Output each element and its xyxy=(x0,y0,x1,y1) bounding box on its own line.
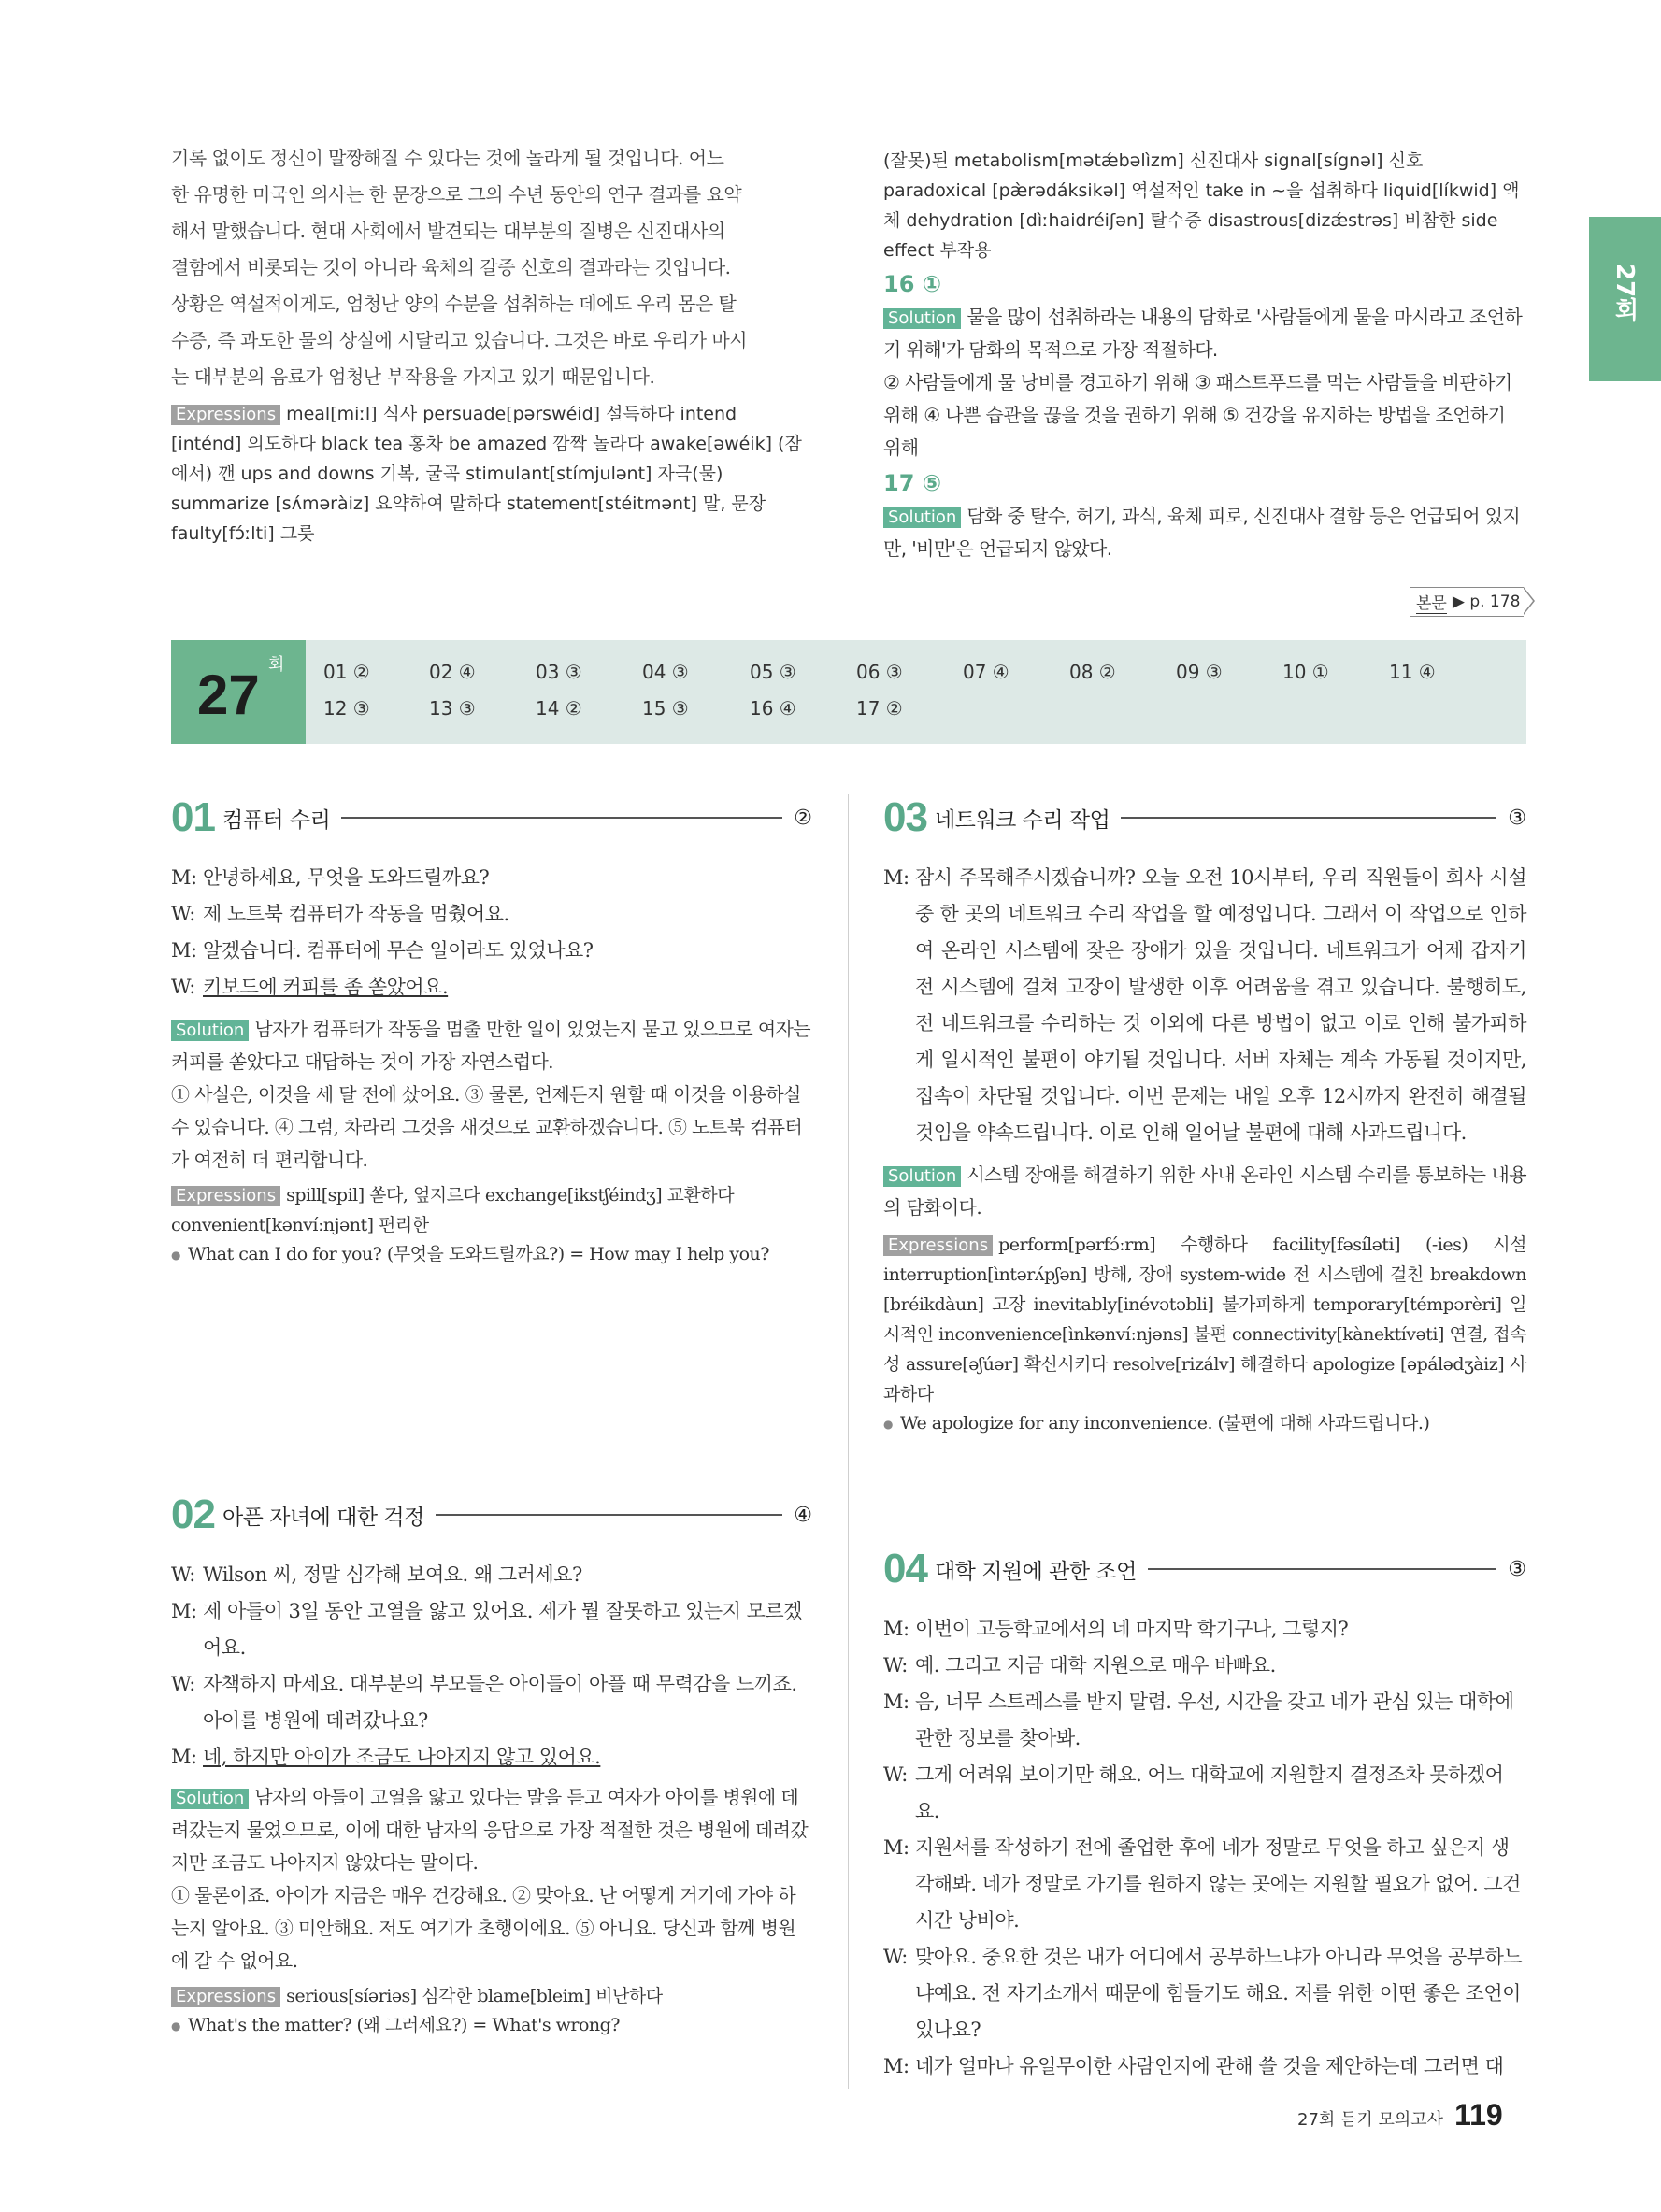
expressions-badge: Expressions xyxy=(171,1987,280,2007)
header-rule xyxy=(341,817,782,819)
header-rule xyxy=(1148,1568,1496,1570)
q03-expressions xyxy=(883,1230,1526,1409)
q03-bullet: ● We apologize for any inconvenience. (불편에 대해 사과드립니다.) xyxy=(883,1409,1526,1438)
header-rule xyxy=(1121,817,1496,819)
test-suffix: 회 xyxy=(268,655,285,675)
solution-text: 담화 중 탈수, 허기, 과식, 육체 피로, 신진대사 결함 등은 언급되어 있지만, '비만'은 언급되지 않았다. xyxy=(883,505,1521,560)
speaker-label: M: xyxy=(883,1691,909,1713)
question-answer: ③ xyxy=(1508,806,1526,830)
q03-solution xyxy=(883,1159,1526,1224)
dialogue-line xyxy=(883,1939,1526,2048)
question-number: 03 xyxy=(883,794,927,840)
top-right-continuation xyxy=(883,146,1526,565)
q01-bullet: ● What can I do for you? (무엇을 도와드릴까요?) = How may I help you? xyxy=(171,1240,812,1269)
chapter-side-tab xyxy=(1589,217,1661,381)
reference-label: 본문 xyxy=(1416,590,1447,614)
q16-solution xyxy=(883,301,1526,366)
speaker-label: W: xyxy=(171,903,195,925)
line-text: 예. 그리고 지금 대학 지원으로 매우 바빠요. xyxy=(915,1654,1276,1677)
q02-solution xyxy=(171,1781,812,1879)
question-title: 네트워크 수리 작업 xyxy=(934,807,1110,833)
expressions-badge: Expressions xyxy=(883,1235,993,1256)
answer-cell: 01 ② xyxy=(323,661,370,683)
line-text: 알겠습니다. 컴퓨터에 무슨 일이라도 있었나요? xyxy=(203,939,594,962)
answer-cell: 05 ③ xyxy=(750,661,796,683)
line-text: Wilson 씨, 정말 심각해 보여요. 왜 그러세요? xyxy=(203,1563,582,1586)
solution-text: 시스템 장애를 해결하기 위한 사내 온라인 시스템 수리를 통보하는 내용의 담화이다. xyxy=(883,1163,1526,1219)
question-title: 아픈 자녀에 대한 걱정 xyxy=(222,1505,424,1530)
line-text: 네, 하지만 아이가 조금도 나아지지 않고 있어요. xyxy=(203,1746,601,1768)
answer-cell: 12 ③ xyxy=(323,697,370,720)
line-text: 이번이 고등학교에서의 네 마지막 학기구나, 그렇지? xyxy=(915,1618,1349,1640)
q03-monologue xyxy=(883,860,1526,1438)
dialogue-line xyxy=(171,1557,812,1593)
page-reference xyxy=(1410,587,1524,617)
dialogue-line xyxy=(171,896,812,933)
q01-header xyxy=(171,794,812,841)
question-number: 01 xyxy=(171,794,215,840)
q16-options: ② 사람들에게 물 낭비를 경고하기 위해 ③ 패스트푸드를 먹는 사람들을 비판하기 위해 ④ 나쁜 습관을 끊을 것을 권하기 위해 ⑤ 건강을 유지하는 방법을 조언하기 위해 xyxy=(883,371,1512,459)
dialogue-line xyxy=(171,933,812,969)
dialogue-line xyxy=(883,860,1526,1151)
question-number: 02 xyxy=(171,1491,215,1537)
q02-bullet: ● What's the matter? (왜 그러세요?) = What's wrong? xyxy=(171,2011,812,2040)
question-answer: ④ xyxy=(794,1503,812,1527)
line-text: 자책하지 마세요. 대부분의 부모들은 아이들이 아플 때 무력감을 느끼죠. 아이를 병원에 데려갔나요? xyxy=(203,1673,797,1732)
expressions-text: meal[miːl] 식사 persuade[pərswéid] 설득하다 intend [inténd] 의도하다 black tea 홍차 be amazed 깜짝 놀라다 awake[əwéik] (잠에서) 깬 ups and downs 기복, 굴곡 stimulant[stímjulənt] 자극(물) summarize [sʌ́məràiz] 요약하여 말하다 statement[stéitmənt] 말, 문장 faulty[fɔ́ːlti] 그릇 xyxy=(171,404,802,544)
line-text: 제 아들이 3일 동안 고열을 앓고 있어요. 제가 뭘 잘못하고 있는지 모르겠어요. xyxy=(203,1600,802,1659)
line-text: 안녕하세요, 무엇을 도와드릴까요? xyxy=(203,866,490,889)
speaker-label: W: xyxy=(883,1654,908,1677)
answer-cell: 06 ③ xyxy=(856,661,903,683)
text-line: 결함에서 비롯되는 것이 아니라 육체의 갈증 신호의 결과라는 것입니다. xyxy=(171,256,731,278)
solution-badge: Solution xyxy=(171,1789,249,1809)
arrow-icon xyxy=(1524,587,1535,615)
expressions-text: serious[síəriəs] 심각한 blame[bleim] 비난하다 xyxy=(286,1986,663,2006)
dialogue-line xyxy=(171,1739,812,1776)
speaker-label: M: xyxy=(883,866,909,889)
q01-expressions xyxy=(171,1180,812,1240)
dialogue-line xyxy=(883,1611,1526,1648)
speaker-label: M: xyxy=(883,1618,909,1640)
page-number: 119 xyxy=(1454,2098,1503,2132)
question-number: 04 xyxy=(883,1546,927,1591)
footer-label: 27회 듣기 모의고사 xyxy=(1297,2110,1444,2130)
answer-cell: 16 ④ xyxy=(750,697,796,720)
speaker-label: W: xyxy=(883,1946,908,1968)
answer-cell: 03 ③ xyxy=(536,661,582,683)
q03-header xyxy=(883,794,1526,841)
header-rule xyxy=(436,1514,782,1516)
answer-key-header xyxy=(171,640,306,744)
q02-options: ① 물론이죠. 아이가 지금은 매우 건강해요. ② 맞아요. 난 어떻게 거기에 가야 하는지 알아요. ③ 미안해요. 저도 여기가 초행이에요. ⑤ 아니요. 당신과 함께 병원에 갈 수 없어요. xyxy=(171,1884,796,1972)
line-text: 음, 너무 스트레스를 받지 말렴. 우선, 시간을 갖고 네가 관심 있는 대학에 관한 정보를 찾아봐. xyxy=(915,1691,1514,1749)
solution-text: 남자의 아들이 고열을 앓고 있다는 말을 듣고 여자가 아이를 병원에 데려갔는지 물었으므로, 이에 대한 남자의 응답으로 가장 적절한 것은 병원에 데려갔지만 조금도 나아지지 않았다는 말이다. xyxy=(171,1786,809,1874)
column-divider xyxy=(848,794,849,2089)
dialogue-line xyxy=(883,2048,1526,2085)
speaker-label: W: xyxy=(171,976,195,998)
solution-text: 남자가 컴퓨터가 작동을 멈출 만한 일이 있었는지 묻고 있으므로 여자는 커피를 쏟았다고 대답하는 것이 가장 자연스럽다. xyxy=(171,1018,811,1073)
dialogue-line xyxy=(883,1757,1526,1830)
expressions-text: spill[spil] 쏟다, 엎지르다 exchange[ikstʃéindʒ] 교환하다 convenient[kənvíːnjənt] 편리한 xyxy=(171,1185,735,1235)
speaker-label: W: xyxy=(171,1673,195,1695)
expressions-badge: Expressions xyxy=(171,405,280,425)
q01-solution xyxy=(171,1013,812,1078)
answer-cell: 17 ② xyxy=(856,697,903,720)
reference-page: ▶ p. 178 xyxy=(1452,592,1521,611)
dialogue-line xyxy=(171,969,812,1006)
q01-dialogue xyxy=(171,860,812,1269)
solution-badge: Solution xyxy=(883,308,961,329)
answer-cell: 07 ④ xyxy=(963,661,1009,683)
q04-dialogue xyxy=(883,1611,1526,2085)
speaker-label: M: xyxy=(171,1746,197,1768)
speaker-label: W: xyxy=(883,1763,908,1786)
solution-badge: Solution xyxy=(883,507,961,528)
q02-expressions xyxy=(171,1981,812,2011)
answer-cell: 15 ③ xyxy=(642,697,689,720)
dialogue-line xyxy=(883,1830,1526,1939)
q17-solution xyxy=(883,500,1526,565)
line-text: 키보드에 커피를 좀 쏟았어요. xyxy=(203,976,449,998)
page-footer xyxy=(1297,2098,1503,2133)
answer-cell: 11 ④ xyxy=(1389,661,1436,683)
q17-answer: 17 ⑤ xyxy=(883,470,942,496)
dialogue-line xyxy=(171,1666,812,1739)
text-line: 기록 없이도 정신이 말짱해질 수 있다는 것에 놀라게 될 것입니다. 어느 xyxy=(171,147,724,169)
line-text: 그게 어려워 보이기만 해요. 어느 대학교에 지원할지 결정조차 못하겠어요. xyxy=(915,1763,1504,1822)
solution-badge: Solution xyxy=(171,1020,249,1041)
speaker-label: M: xyxy=(883,1836,909,1859)
line-text: 네가 얼마나 유일무이한 사람인지에 관해 쓸 것을 제안하는데 그러면 대 xyxy=(915,2055,1504,2077)
answer-cell: 09 ③ xyxy=(1176,661,1223,683)
speaker-label: M: xyxy=(171,1600,197,1622)
text-line: 는 대부분의 음료가 엄청난 부작용을 가지고 있기 때문입니다. xyxy=(171,365,655,388)
answer-cell: 04 ③ xyxy=(642,661,689,683)
line-text: 맞아요. 중요한 것은 내가 어디에서 공부하느냐가 아니라 무엇을 공부하느냐예요. 전 자기소개서 때문에 힘들기도 해요. 저를 위한 어떤 좋은 조언이 있나요? xyxy=(915,1946,1523,2041)
test-number: 27 xyxy=(197,664,260,726)
q01-options: ① 사실은, 이것을 세 달 전에 샀어요. ③ 물론, 언제든지 원할 때 이것을 이용하실 수 있습니다. ④ 그럼, 차라리 그것을 새것으로 교환하겠습니다. ⑤ 노트북 컴퓨터가 여전히 더 편리합니다. xyxy=(171,1083,803,1171)
expressions-block xyxy=(171,399,812,549)
expressions-continuation: (잘못)된 metabolism[mətǽbəlìzm] 신진대사 signal[sígnəl] 신호 paradoxical [pæ̀rədáksikəl] 역설적인 take in ~을 섭취하다 liquid[líkwid] 액체 dehydration [dìːhaidréiʃən] 탈수증 disastrous[dizǽstrəs] 비참한 side effect 부작용 xyxy=(883,150,1520,261)
question-answer: ② xyxy=(794,806,812,830)
dialogue-line xyxy=(883,1648,1526,1684)
q04-header xyxy=(883,1546,1526,1592)
speaker-label: M: xyxy=(171,866,197,889)
line-text: 지원서를 작성하기 전에 졸업한 후에 네가 정말로 무엇을 하고 싶은지 생각해봐. 네가 정말로 가기를 원하지 않는 곳에는 지원할 필요가 없어. 그건 시간 낭비야. xyxy=(915,1836,1521,1932)
line-text: 제 노트북 컴퓨터가 작동을 멈췄어요. xyxy=(203,903,509,925)
question-title: 컴퓨터 수리 xyxy=(222,807,331,833)
text-line: 해서 말했습니다. 현대 사회에서 발견되는 대부분의 질병은 신진대사의 xyxy=(171,220,725,242)
answer-cell: 14 ② xyxy=(536,697,582,720)
answer-cell: 02 ④ xyxy=(429,661,476,683)
answer-cell: 10 ① xyxy=(1282,661,1329,683)
question-title: 대학 지원에 관한 조언 xyxy=(934,1559,1137,1584)
answer-cell: 13 ③ xyxy=(429,697,476,720)
line-text: 잠시 주목해주시겠습니까? 오늘 오전 10시부터, 우리 직원들이 회사 시설 중 한 곳의 네트워크 수리 작업을 할 예정입니다. 그래서 이 작업으로 인하여 온라인 시스템에 잦은 장애가 있을 것입니다. 네트워크가 어제 갑자기 전 시스템에 걸쳐 고장이 발생한 이후 어려움을 겪고 있습니다. 불행히도, 전 네트워크를 수리하는 것 이외에 다른 방법이 없고 이로 인해 불가피하게 일시적인 불편이 야기될 것입니다. 서버 자체는 계속 가동될 것이지만, 접속이 차단될 것입니다. 이번 문제는 내일 오후 12시까지 완전히 해결될 것임을 약속드립니다. 이로 인해 일어날 불편에 대해 사과드립니다. xyxy=(915,866,1526,1144)
text-line: 수증, 즉 과도한 물의 상실에 시달리고 있습니다. 그것은 바로 우리가 마시 xyxy=(171,329,748,351)
solution-badge: Solution xyxy=(883,1166,961,1187)
answer-key xyxy=(171,640,1526,744)
dialogue-line xyxy=(171,1593,812,1666)
expressions-badge: Expressions xyxy=(171,1186,280,1206)
speaker-label: M: xyxy=(171,939,197,962)
expressions-text: perform[pərfɔ́ːrm] 수행하다 facility[fəsíləti] (-ies) 시설 interruption[ìntərʌ́pʃən] 방해, 장애 system-wide 전 시스템에 걸친 breakdown [bréikdàun] 고장 inevitably[inévətəbli] 불가피하게 temporary[témpərèri] 일시적인 inconvenience[ìnkənvíːnjəns] 불편 connectivity[kànektívəti] 연결, 접속성 assure[əʃúər] 확신시키다 resolve[rizálv] 해결하다 apologize [əpálədʒàiz] 사과하다 xyxy=(883,1234,1526,1405)
solution-text: 물을 많이 섭취하라는 내용의 담화로 '사람들에게 물을 마시라고 조언하기 위해'가 담화의 목적으로 가장 적절하다. xyxy=(883,306,1523,361)
q02-header xyxy=(171,1491,812,1538)
top-left-continuation xyxy=(171,140,812,549)
side-tab-label: 27회 xyxy=(1611,264,1639,322)
q16-answer: 16 ① xyxy=(883,271,942,297)
text-line: 한 유명한 미국인 의사는 한 문장으로 그의 수년 동안의 연구 결과를 요약 xyxy=(171,183,742,206)
text-line: 상황은 역설적이게도, 엄청난 양의 수분을 섭취하는 데에도 우리 몸은 탈 xyxy=(171,293,737,315)
speaker-label: W: xyxy=(171,1563,195,1586)
question-answer: ③ xyxy=(1508,1557,1526,1581)
translation-text xyxy=(171,140,812,395)
q02-dialogue xyxy=(171,1557,812,2040)
dialogue-line xyxy=(883,1684,1526,1757)
dialogue-line xyxy=(171,860,812,896)
answer-cell: 08 ② xyxy=(1069,661,1116,683)
speaker-label: M: xyxy=(883,2055,909,2077)
